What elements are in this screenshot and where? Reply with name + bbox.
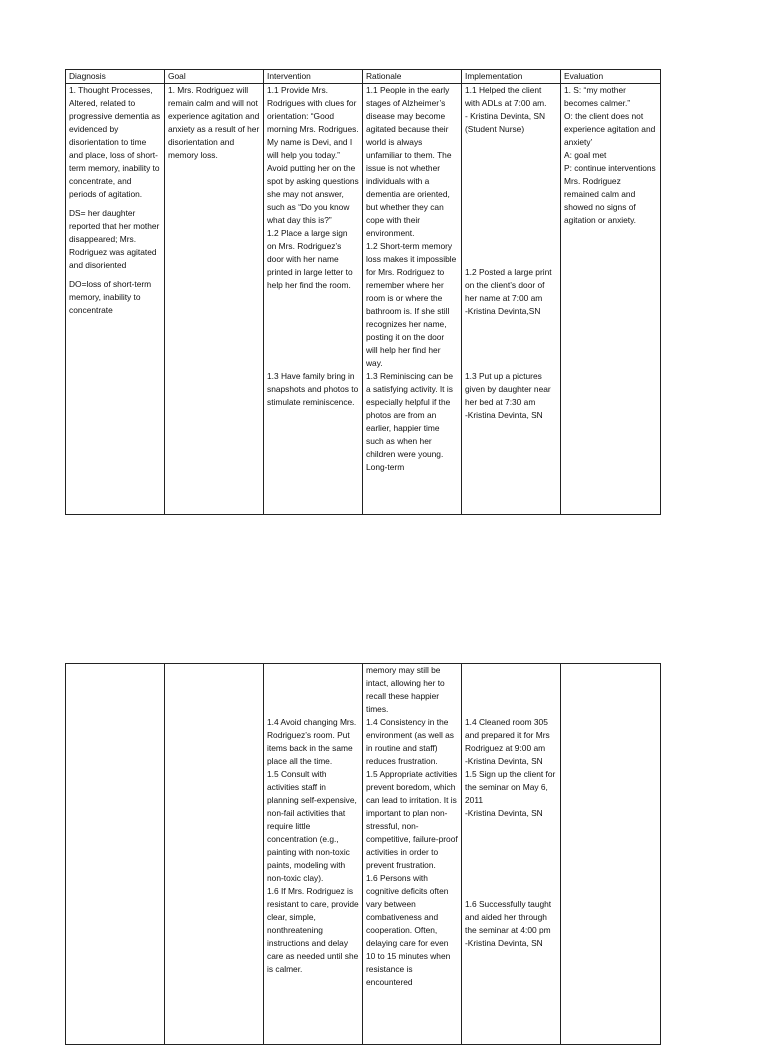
implementation-1-1: 1.1 Helped the client with ADLs at 7:00 am. - Kristina Devinta, SN (Student Nurse) bbox=[465, 85, 547, 134]
care-plan-table-2 bbox=[65, 663, 661, 1045]
evaluation-note: Mrs. Rodriguez remained calm and showed no signs of agitation or anxiety. bbox=[564, 176, 637, 225]
evaluation-cell bbox=[561, 664, 661, 1045]
implementation-1-4: 1.4 Cleaned room 305 and prepared it for Mrs Rodriguez at 9:00 am -Kristina Devinta, SN bbox=[465, 717, 550, 766]
implementation-1-3: 1.3 Put up a pictures given by daughter near her bed at 7:30 am -Kristina Devinta, SN bbox=[465, 371, 551, 420]
goal-cell bbox=[165, 664, 264, 1045]
rationale-1-2: 1.2 Short-term memory loss makes it impossible for Mrs. Rodriguez to remember where her room is or where the bathroom is. If she still recognizes her name, posting it on the door will help her find her way. bbox=[366, 241, 457, 368]
rationale-1-5: 1.5 Appropriate activities prevent boredom, which can lead to irritation. It is important to plan non-stressful, non-competitive, failure-proof activities in order to prevent frustration. bbox=[366, 769, 458, 870]
table-row bbox=[66, 84, 661, 515]
evaluation-cell bbox=[561, 84, 661, 515]
intervention-1-2: 1.2 Place a large sign on Mrs. Rodriguez’s door with her name printed in large letter to help her find the room. bbox=[267, 228, 353, 290]
rationale-1-1: 1.1 People in the early stages of Alzheimer’s disease may become agitated because their world is always unfamiliar to them. The issue is not whether individuals with a dementia are oriented, but whether they can cope with their environment. bbox=[366, 85, 452, 238]
header-evaluation: Evaluation bbox=[561, 70, 661, 84]
subjective-data-text: DS= her daughter reported that her mother disappeared; Mrs. Rodriguez was agitated and disoriented bbox=[69, 208, 160, 270]
header-diagnosis: Diagnosis bbox=[66, 70, 165, 84]
implementation-cell bbox=[462, 664, 561, 1045]
goal-cell bbox=[165, 84, 264, 515]
rationale-cell bbox=[363, 84, 462, 515]
header-intervention: Intervention bbox=[264, 70, 363, 84]
implementation-1-5: 1.5 Sign up the client for the seminar on May 6, 2011 -Kristina Devinta, SN bbox=[465, 769, 556, 818]
rationale-1-4: 1.4 Consistency in the environment (as well as in routine and staff) reduces frustration. bbox=[366, 717, 454, 766]
implementation-cell bbox=[462, 84, 561, 515]
care-plan-table-1 bbox=[65, 69, 661, 515]
header-goal: Goal bbox=[165, 70, 264, 84]
intervention-1-3: 1.3 Have family bring in snapshots and photos to stimulate reminiscence. bbox=[267, 371, 359, 407]
intervention-1-6: 1.6 If Mrs. Rodriguez is resistant to care, provide clear, simple, nonthreatening instructions and delay care as needed until she is calmer. bbox=[267, 886, 359, 974]
header-implementation: Implementation bbox=[462, 70, 561, 84]
rationale-1-3: 1.3 Reminiscing can be a satisfying activity. It is especially helpful if the photos are from an earlier, happier time such as when her children were young. Long-term bbox=[366, 371, 454, 472]
objective-data-text: DO=loss of short-term memory, inability to concentrate bbox=[69, 279, 152, 315]
rationale-1-3-continued: memory may still be intact, allowing her to recall these happier times. bbox=[366, 665, 445, 714]
header-rationale: Rationale bbox=[363, 70, 462, 84]
evaluation-subjective: 1. S: “my mother becomes calmer.” bbox=[564, 85, 631, 108]
diagnosis-cell bbox=[66, 84, 165, 515]
intervention-1-4: 1.4 Avoid changing Mrs. Rodriguez’s room. Put items back in the same place all the time. bbox=[267, 717, 357, 766]
intervention-cell bbox=[264, 664, 363, 1045]
intervention-cell bbox=[264, 84, 363, 515]
intervention-1-5: 1.5 Consult with activities staff in planning self-expensive, non-fail activities that require little concentration (e.g., painting with non-toxic paints, modeling with non-toxic clay). bbox=[267, 769, 357, 883]
intervention-1-1: 1.1 Provide Mrs. Rodrigues with clues for orientation: “Good morning Mrs. Rodrigues. My name is Devi, and I will help you today.” Avoid putting her on the spot by asking questions she may not answer, such as “Do you know what day this is?” bbox=[267, 85, 359, 225]
diagnosis-cell bbox=[66, 664, 165, 1045]
evaluation-assessment: A: goal met bbox=[564, 150, 607, 160]
rationale-cell bbox=[363, 664, 462, 1045]
header-row bbox=[66, 70, 661, 84]
evaluation-objective: O: the client does not experience agitation and anxiety’ bbox=[564, 111, 656, 147]
implementation-1-6: 1.6 Successfully taught and aided her through the seminar at 4:00 pm -Kristina Devinta, SN bbox=[465, 899, 552, 948]
goal-text: 1. Mrs. Rodriguez will remain calm and will not experience agitation and anxiety as a result of her disorientation and memory loss. bbox=[168, 85, 260, 160]
diagnosis-text: 1. Thought Processes, Altered, related to progressive dementia as evidenced by disorientation to time and place, loss of short-term memory, inability to concentrate, and periods of agitation. bbox=[69, 85, 161, 199]
implementation-1-2: 1.2 Posted a large print on the client’s door of her name at 7:00 am -Kristina Devinta,SN bbox=[465, 267, 552, 316]
table-row bbox=[66, 664, 661, 1045]
evaluation-plan: P: continue interventions bbox=[564, 163, 656, 173]
rationale-1-6: 1.6 Persons with cognitive deficits often vary between combativeness and cooperation. Often, delaying care for even 10 to 15 minutes when resistance is encountered bbox=[366, 873, 451, 987]
